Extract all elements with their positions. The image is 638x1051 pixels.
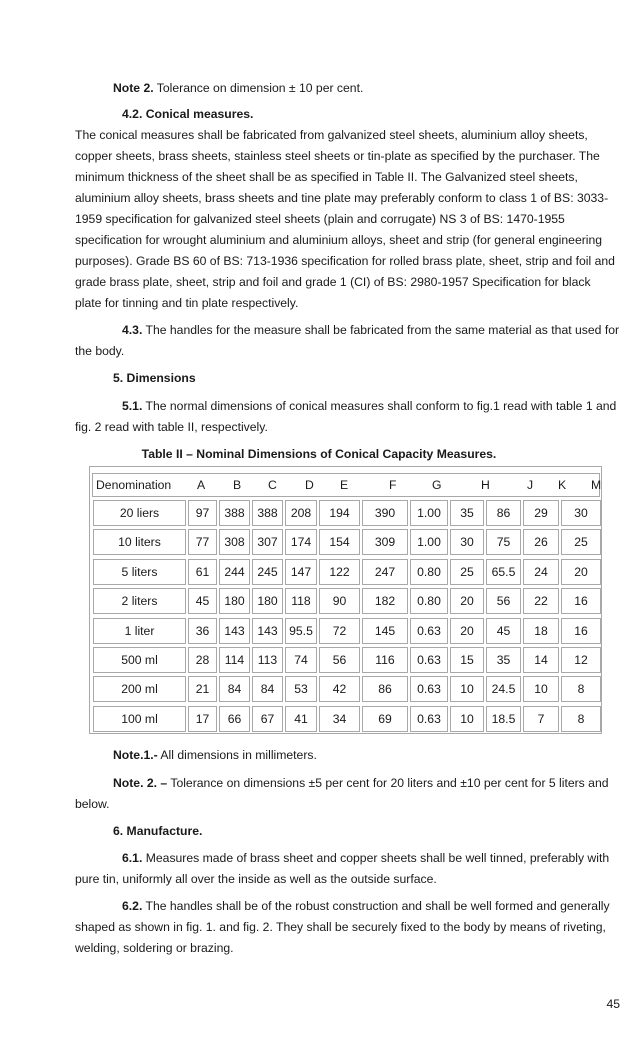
dimension-cell-f: 116 bbox=[362, 647, 408, 673]
dimension-cell-g: 0.80 bbox=[410, 559, 448, 585]
denomination-cell: 20 liers bbox=[93, 500, 186, 526]
dimension-cell-f: 390 bbox=[362, 500, 408, 526]
section-5-1: 5.1. The normal dimensions of conical measures shall conform to fig.1 read with table 1 and fig. 2 read with table II, respectively. bbox=[75, 399, 617, 434]
dimension-cell-h: 20 bbox=[450, 618, 484, 644]
dimension-cell-d: 74 bbox=[285, 647, 317, 673]
dimension-cell-c: 143 bbox=[252, 618, 283, 644]
dimension-cell-f: 182 bbox=[362, 588, 408, 614]
column-header-j: J bbox=[527, 478, 534, 492]
column-header-c: C bbox=[268, 478, 277, 492]
dimension-cell-j: 45 bbox=[486, 618, 521, 644]
dimension-cell-d: 95.5 bbox=[285, 618, 317, 644]
dimension-cell-a: 61 bbox=[188, 559, 217, 585]
dimension-cell-c: 84 bbox=[252, 676, 283, 702]
column-header-a: A bbox=[197, 478, 206, 492]
dimension-cell-d: 174 bbox=[285, 529, 317, 555]
dimension-cell-j: 65.5 bbox=[486, 559, 521, 585]
page-number: 45 bbox=[606, 997, 620, 1011]
dimension-cell-a: 77 bbox=[188, 529, 217, 555]
dimension-cell-j: 75 bbox=[486, 529, 521, 555]
dimension-cell-b: 308 bbox=[219, 529, 250, 555]
dimension-cell-m: 16 bbox=[561, 618, 601, 644]
dimension-cell-e: 90 bbox=[319, 588, 360, 614]
section-4-2-body: The conical measures shall be fabricated from galvanized steel sheets, aluminium alloy sheets, copper sheets, brass sheets, stainless steel sheets or tin-plate as specified by the purchaser. The minimum thickness of the sheet shall be as specified in Table II. The Galvanized steel sheets, aluminium alloy sheets, brass sheets and tine plate may preferably conform to class 1 of BS: 3033-1959 specification for galvanized steel sheets (plain and corrugate) NS 3 of BS: 1470-1955 specification for wrought aluminium and aluminium alloys, sheet and strip (for general engineering purposes). Grade BS 60 of BS: 713-1936 specification for rolled brass plate, sheet, strip and foil and grade brass plate, sheet, strip and foil and grade 1 (CI) of BS: 2980-1957 Specification for black plate for tinning and tin plate respectively. bbox=[75, 128, 615, 310]
column-header-f: F bbox=[389, 478, 397, 492]
dimension-cell-d: 53 bbox=[285, 676, 317, 702]
denomination-cell: 10 liters bbox=[93, 529, 186, 555]
dimension-cell-m: 25 bbox=[561, 529, 601, 555]
dimension-cell-j: 18.5 bbox=[486, 706, 521, 732]
section-4-3: 4.3. The handles for the measure shall be fabricated from the same material as that used for the body. bbox=[75, 323, 620, 358]
denomination-cell: 1 liter bbox=[93, 618, 186, 644]
dimension-cell-b: 143 bbox=[219, 618, 250, 644]
dimension-cell-g: 0.63 bbox=[410, 676, 448, 702]
dimension-cell-d: 208 bbox=[285, 500, 317, 526]
dimension-cell-b: 244 bbox=[219, 559, 250, 585]
dimension-cell-a: 17 bbox=[188, 706, 217, 732]
dimension-cell-a: 21 bbox=[188, 676, 217, 702]
table-caption: Table II – Nominal Dimensions of Conical Capacity Measures. bbox=[141, 447, 497, 461]
dimension-cell-m: 16 bbox=[561, 588, 601, 614]
dimension-cell-j: 24.5 bbox=[486, 676, 521, 702]
dimension-cell-m: 30 bbox=[561, 500, 601, 526]
dimension-cell-e: 72 bbox=[319, 618, 360, 644]
dimension-cell-h: 35 bbox=[450, 500, 484, 526]
denomination-cell: 200 ml bbox=[93, 676, 186, 702]
dimension-cell-k: 24 bbox=[523, 559, 559, 585]
dimension-cell-k: 26 bbox=[523, 529, 559, 555]
dimension-cell-g: 1.00 bbox=[410, 529, 448, 555]
column-header-h: H bbox=[481, 478, 490, 492]
dimension-cell-b: 388 bbox=[219, 500, 250, 526]
dimension-cell-h: 30 bbox=[450, 529, 484, 555]
dimension-cell-c: 388 bbox=[252, 500, 283, 526]
dimension-cell-h: 20 bbox=[450, 588, 484, 614]
dimension-cell-e: 122 bbox=[319, 559, 360, 585]
note-2-tolerance: Note 2. Tolerance on dimension ± 10 per cent. bbox=[113, 81, 364, 95]
dimension-cell-b: 180 bbox=[219, 588, 250, 614]
column-header-k: K bbox=[558, 478, 567, 492]
dimension-cell-b: 66 bbox=[219, 706, 250, 732]
column-header-denomination: Denomination bbox=[96, 478, 172, 492]
dimension-cell-k: 29 bbox=[523, 500, 559, 526]
dimension-cell-k: 7 bbox=[523, 706, 559, 732]
dimension-cell-f: 309 bbox=[362, 529, 408, 555]
dimension-cell-k: 14 bbox=[523, 647, 559, 673]
dimension-cell-e: 154 bbox=[319, 529, 360, 555]
section-6-heading: 6. Manufacture. bbox=[113, 824, 203, 838]
column-header-d: D bbox=[305, 478, 314, 492]
dimension-cell-a: 45 bbox=[188, 588, 217, 614]
dimension-cell-a: 36 bbox=[188, 618, 217, 644]
denomination-cell: 5 liters bbox=[93, 559, 186, 585]
dimension-cell-c: 245 bbox=[252, 559, 283, 585]
dimension-cell-c: 307 bbox=[252, 529, 283, 555]
dimension-cell-d: 41 bbox=[285, 706, 317, 732]
column-header-m: M bbox=[591, 478, 602, 492]
dimension-cell-a: 28 bbox=[188, 647, 217, 673]
denomination-cell: 100 ml bbox=[93, 706, 186, 732]
note-1: Note.1.- All dimensions in millimeters. bbox=[113, 748, 317, 762]
dimension-cell-d: 147 bbox=[285, 559, 317, 585]
dimension-cell-a: 97 bbox=[188, 500, 217, 526]
dimension-cell-b: 84 bbox=[219, 676, 250, 702]
dimension-cell-g: 0.63 bbox=[410, 647, 448, 673]
dimension-cell-e: 56 bbox=[319, 647, 360, 673]
dimension-cell-h: 25 bbox=[450, 559, 484, 585]
dimension-cell-g: 1.00 bbox=[410, 500, 448, 526]
column-header-e: E bbox=[340, 478, 349, 492]
section-5-heading: 5. Dimensions bbox=[113, 371, 196, 385]
dimension-cell-f: 69 bbox=[362, 706, 408, 732]
dimension-cell-j: 56 bbox=[486, 588, 521, 614]
table-header-row bbox=[92, 473, 600, 497]
column-header-b: B bbox=[233, 478, 242, 492]
dimension-cell-d: 118 bbox=[285, 588, 317, 614]
denomination-cell: 500 ml bbox=[93, 647, 186, 673]
dimension-cell-e: 194 bbox=[319, 500, 360, 526]
section-6-1: 6.1. Measures made of brass sheet and copper sheets shall be well tinned, preferably with pure tin, uniformly all over the inside as well as the outside surface. bbox=[75, 851, 610, 886]
dimension-cell-k: 18 bbox=[523, 618, 559, 644]
dimension-cell-g: 0.63 bbox=[410, 706, 448, 732]
dimension-cell-k: 22 bbox=[523, 588, 559, 614]
dimension-cell-h: 15 bbox=[450, 647, 484, 673]
dimension-cell-c: 67 bbox=[252, 706, 283, 732]
dimension-cell-j: 35 bbox=[486, 647, 521, 673]
dimension-cell-k: 10 bbox=[523, 676, 559, 702]
dimension-cell-m: 20 bbox=[561, 559, 601, 585]
dimension-cell-c: 113 bbox=[252, 647, 283, 673]
dimension-cell-b: 114 bbox=[219, 647, 250, 673]
dimension-cell-e: 34 bbox=[319, 706, 360, 732]
note-2: Note. 2. – Tolerance on dimensions ±5 per cent for 20 liters and ±10 per cent for 5 liters and below. bbox=[75, 776, 609, 811]
dimension-cell-m: 12 bbox=[561, 647, 601, 673]
dimension-cell-e: 42 bbox=[319, 676, 360, 702]
dimension-cell-c: 180 bbox=[252, 588, 283, 614]
dimension-cell-h: 10 bbox=[450, 676, 484, 702]
dimension-cell-j: 86 bbox=[486, 500, 521, 526]
section-6-2: 6.2. The handles shall be of the robust construction and shall be well formed and generally shaped as shown in fig. 1. and fig. 2. They shall be securely fixed to the body by means of riveting, welding, soldering or brazing. bbox=[75, 899, 610, 955]
dimension-cell-m: 8 bbox=[561, 706, 601, 732]
dimension-cell-h: 10 bbox=[450, 706, 484, 732]
denomination-cell: 2 liters bbox=[93, 588, 186, 614]
dimension-cell-f: 145 bbox=[362, 618, 408, 644]
dimension-cell-f: 247 bbox=[362, 559, 408, 585]
dimension-cell-g: 0.63 bbox=[410, 618, 448, 644]
section-4-2-heading: 4.2. Conical measures. bbox=[122, 107, 254, 121]
column-header-g: G bbox=[432, 478, 442, 492]
dimension-cell-g: 0.80 bbox=[410, 588, 448, 614]
dimension-cell-f: 86 bbox=[362, 676, 408, 702]
dimension-cell-m: 8 bbox=[561, 676, 601, 702]
dimensions-table bbox=[89, 466, 602, 734]
